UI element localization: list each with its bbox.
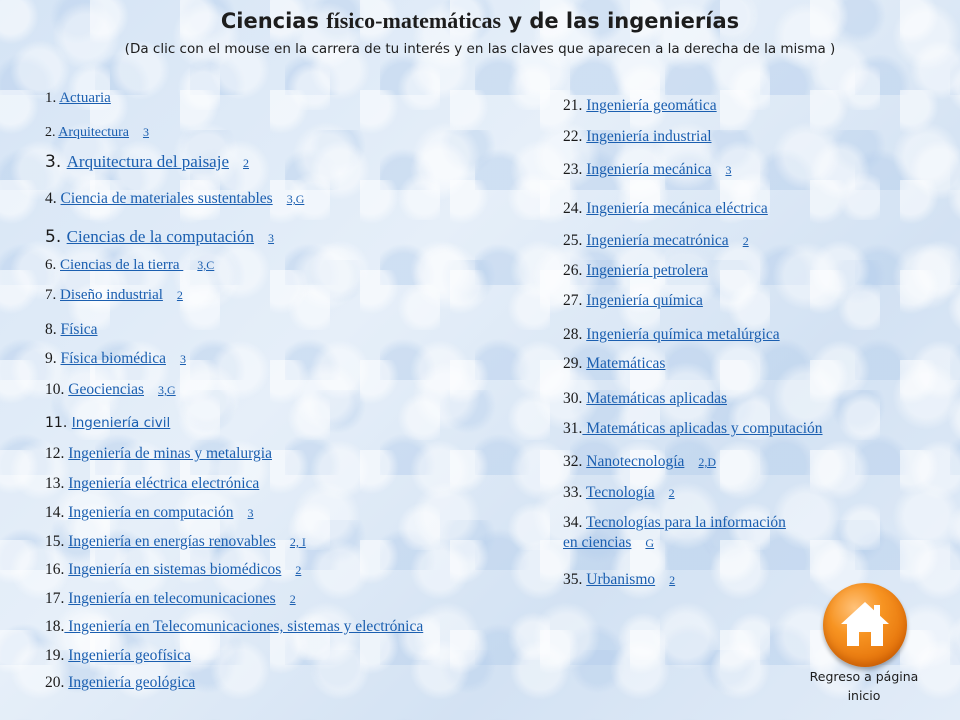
career-item xyxy=(563,326,780,344)
career-code-link[interactable]: 2 xyxy=(243,156,249,170)
title-part2: físico-matemáticas xyxy=(326,8,502,33)
career-number: 18. xyxy=(45,618,65,635)
career-item xyxy=(563,200,768,218)
career-code-link[interactable]: 2 xyxy=(742,234,749,248)
career-item-continuation xyxy=(563,534,654,552)
career-number: 16. xyxy=(45,561,69,578)
career-item xyxy=(563,97,717,115)
career-code-link[interactable]: 2,D xyxy=(698,455,717,469)
career-item xyxy=(45,590,296,608)
career-item xyxy=(45,674,195,692)
career-number: 13. xyxy=(45,475,69,492)
career-number: 28. xyxy=(563,326,587,343)
career-code-link[interactable]: 3 xyxy=(268,231,275,245)
career-item xyxy=(563,571,675,589)
career-item xyxy=(563,390,727,408)
home-icon xyxy=(837,596,893,652)
career-link[interactable]: Ingeniería mecánica xyxy=(586,161,712,178)
career-item xyxy=(45,153,249,172)
career-number: 30. xyxy=(563,390,587,407)
home-label-line2: inicio xyxy=(847,688,881,703)
career-item xyxy=(563,161,731,179)
career-number: 1. xyxy=(45,90,60,106)
page-subtitle: (Da clic con el mouse en la carrera de tu interés y en las claves que aparecen a la derecha de la misma ) xyxy=(124,41,836,57)
career-code-link[interactable]: 2, I xyxy=(289,535,306,549)
career-item xyxy=(45,618,423,636)
career-link-continuation[interactable]: en ciencias xyxy=(563,534,632,551)
career-number: 12. xyxy=(45,445,69,462)
career-link[interactable]: Ingeniería eléctrica electrónica xyxy=(68,475,260,492)
career-link[interactable]: Ingeniería en Telecomunicaciones, sistemas y electrónica xyxy=(64,618,424,635)
career-link[interactable]: Matemáticas aplicadas y computación xyxy=(582,420,823,437)
career-number: 25. xyxy=(563,232,587,249)
career-link[interactable]: Arquitectura del paisaje xyxy=(66,152,229,171)
career-link[interactable]: Ingeniería geológica xyxy=(68,674,196,691)
career-code-link[interactable]: 2 xyxy=(176,288,183,302)
career-link[interactable]: Ciencia de materiales sustentables xyxy=(60,190,273,207)
career-link[interactable]: Ingeniería geomática xyxy=(586,97,717,114)
title-part1: Ciencias xyxy=(220,9,327,33)
career-item xyxy=(563,262,708,280)
title-part3: y de las ingenierías xyxy=(501,9,740,33)
career-item xyxy=(45,321,98,339)
career-link[interactable]: Arquitectura xyxy=(58,125,129,140)
career-item xyxy=(563,355,665,373)
career-number: 4. xyxy=(45,190,61,207)
career-number: 31. xyxy=(563,420,583,437)
career-code-link[interactable]: 3 xyxy=(179,352,186,366)
career-number: 8. xyxy=(45,321,61,338)
career-link[interactable]: Tecnologías para la información xyxy=(585,514,786,531)
career-item xyxy=(45,445,272,463)
career-item xyxy=(45,286,183,304)
career-code-link[interactable]: 3,G xyxy=(158,383,176,397)
career-link[interactable]: Diseño industrial xyxy=(60,287,163,303)
career-link[interactable]: Ingeniería química metalúrgica xyxy=(586,326,780,343)
career-link[interactable]: Física xyxy=(60,321,98,338)
career-link[interactable]: Ingeniería en telecomunicaciones xyxy=(68,590,276,607)
career-link[interactable]: Ingeniería en energías renovables xyxy=(68,533,276,550)
career-code-link[interactable]: 2 xyxy=(295,563,302,577)
career-link[interactable]: Nanotecnología xyxy=(586,453,685,470)
home-label-line1: Regreso a página xyxy=(809,669,919,684)
career-code-link[interactable]: 2 xyxy=(669,573,676,587)
career-code-link[interactable]: 3 xyxy=(725,163,732,177)
career-number: 10. xyxy=(45,381,69,398)
career-link[interactable]: Tecnología xyxy=(585,484,655,501)
career-link[interactable]: Ingeniería mecatrónica xyxy=(586,232,729,249)
career-link[interactable]: Ingeniería petrolera xyxy=(586,262,709,279)
career-number: 15. xyxy=(45,533,69,550)
career-number: 9. xyxy=(45,350,61,367)
career-number: 11. xyxy=(45,415,72,431)
career-number: 5. xyxy=(45,227,67,247)
career-item xyxy=(45,89,111,107)
career-code-link[interactable]: 3 xyxy=(142,125,149,139)
career-number: 34. xyxy=(563,514,586,531)
career-item xyxy=(563,292,703,310)
career-item xyxy=(45,123,149,142)
career-number: 3. xyxy=(45,152,67,172)
career-number: 21. xyxy=(563,97,587,114)
career-link[interactable]: Matemáticas xyxy=(586,355,666,372)
career-number: 20. xyxy=(45,674,69,691)
page-title xyxy=(0,8,960,34)
career-link[interactable]: Ingeniería de minas y metalurgia xyxy=(68,445,272,462)
career-code-link[interactable]: 3,G xyxy=(286,192,305,206)
career-item xyxy=(563,128,712,146)
career-number: 26. xyxy=(563,262,587,279)
career-number: 6. xyxy=(45,257,60,273)
career-number: 27. xyxy=(563,292,587,309)
career-number: 19. xyxy=(45,647,69,664)
career-number: 7. xyxy=(45,287,60,303)
career-link[interactable]: Matemáticas aplicadas xyxy=(586,390,727,407)
career-item xyxy=(563,420,823,438)
career-number: 33. xyxy=(563,484,586,501)
career-link[interactable]: Urbanismo xyxy=(586,571,656,588)
career-number: 22. xyxy=(563,128,587,145)
career-link[interactable]: Ingeniería mecánica eléctrica xyxy=(586,200,768,217)
career-item xyxy=(45,647,191,665)
career-item xyxy=(45,350,186,368)
career-link[interactable]: Ciencias de la tierra xyxy=(60,257,184,273)
career-item xyxy=(45,190,304,208)
career-item xyxy=(563,232,749,250)
career-number: 29. xyxy=(563,355,587,372)
career-item xyxy=(45,533,306,551)
career-link[interactable]: Ingeniería en computación xyxy=(68,504,234,521)
career-item xyxy=(45,381,176,399)
career-link[interactable]: Actuaria xyxy=(59,90,111,106)
career-item xyxy=(563,484,675,502)
career-code-link[interactable]: 3 xyxy=(247,506,254,520)
career-link[interactable]: Ingeniería geofísica xyxy=(68,647,191,664)
career-number: 14. xyxy=(45,504,69,521)
career-link[interactable]: Física biomédica xyxy=(60,350,166,367)
career-item xyxy=(45,504,254,522)
career-item xyxy=(563,514,786,532)
career-number: 24. xyxy=(563,200,587,217)
career-link[interactable]: Ingeniería civil xyxy=(71,415,171,431)
career-item xyxy=(45,475,259,493)
career-item xyxy=(45,228,274,247)
career-number: 2. xyxy=(45,125,59,140)
career-link[interactable]: Ciencias de la computación xyxy=(66,227,255,246)
home-label[interactable] xyxy=(800,667,928,705)
career-number: 17. xyxy=(45,590,69,607)
career-number: 32. xyxy=(563,453,587,470)
career-code-link[interactable]: 2 xyxy=(289,592,296,606)
career-item xyxy=(45,561,301,579)
career-code-link[interactable]: 2 xyxy=(668,486,675,500)
career-number: 35. xyxy=(563,571,587,588)
home-button[interactable] xyxy=(823,583,907,667)
career-item xyxy=(45,414,170,433)
career-code-link[interactable]: 3,C xyxy=(197,258,215,272)
career-number: 23. xyxy=(563,161,587,178)
career-link[interactable]: Geociencias xyxy=(68,381,144,398)
career-link[interactable]: Ingeniería química xyxy=(586,292,703,309)
career-link[interactable]: Ingeniería en sistemas biomédicos xyxy=(68,561,282,578)
career-item xyxy=(45,256,214,274)
career-link[interactable]: Ingeniería industrial xyxy=(586,128,712,145)
career-code-link[interactable]: G xyxy=(645,536,655,550)
career-item xyxy=(563,453,716,471)
